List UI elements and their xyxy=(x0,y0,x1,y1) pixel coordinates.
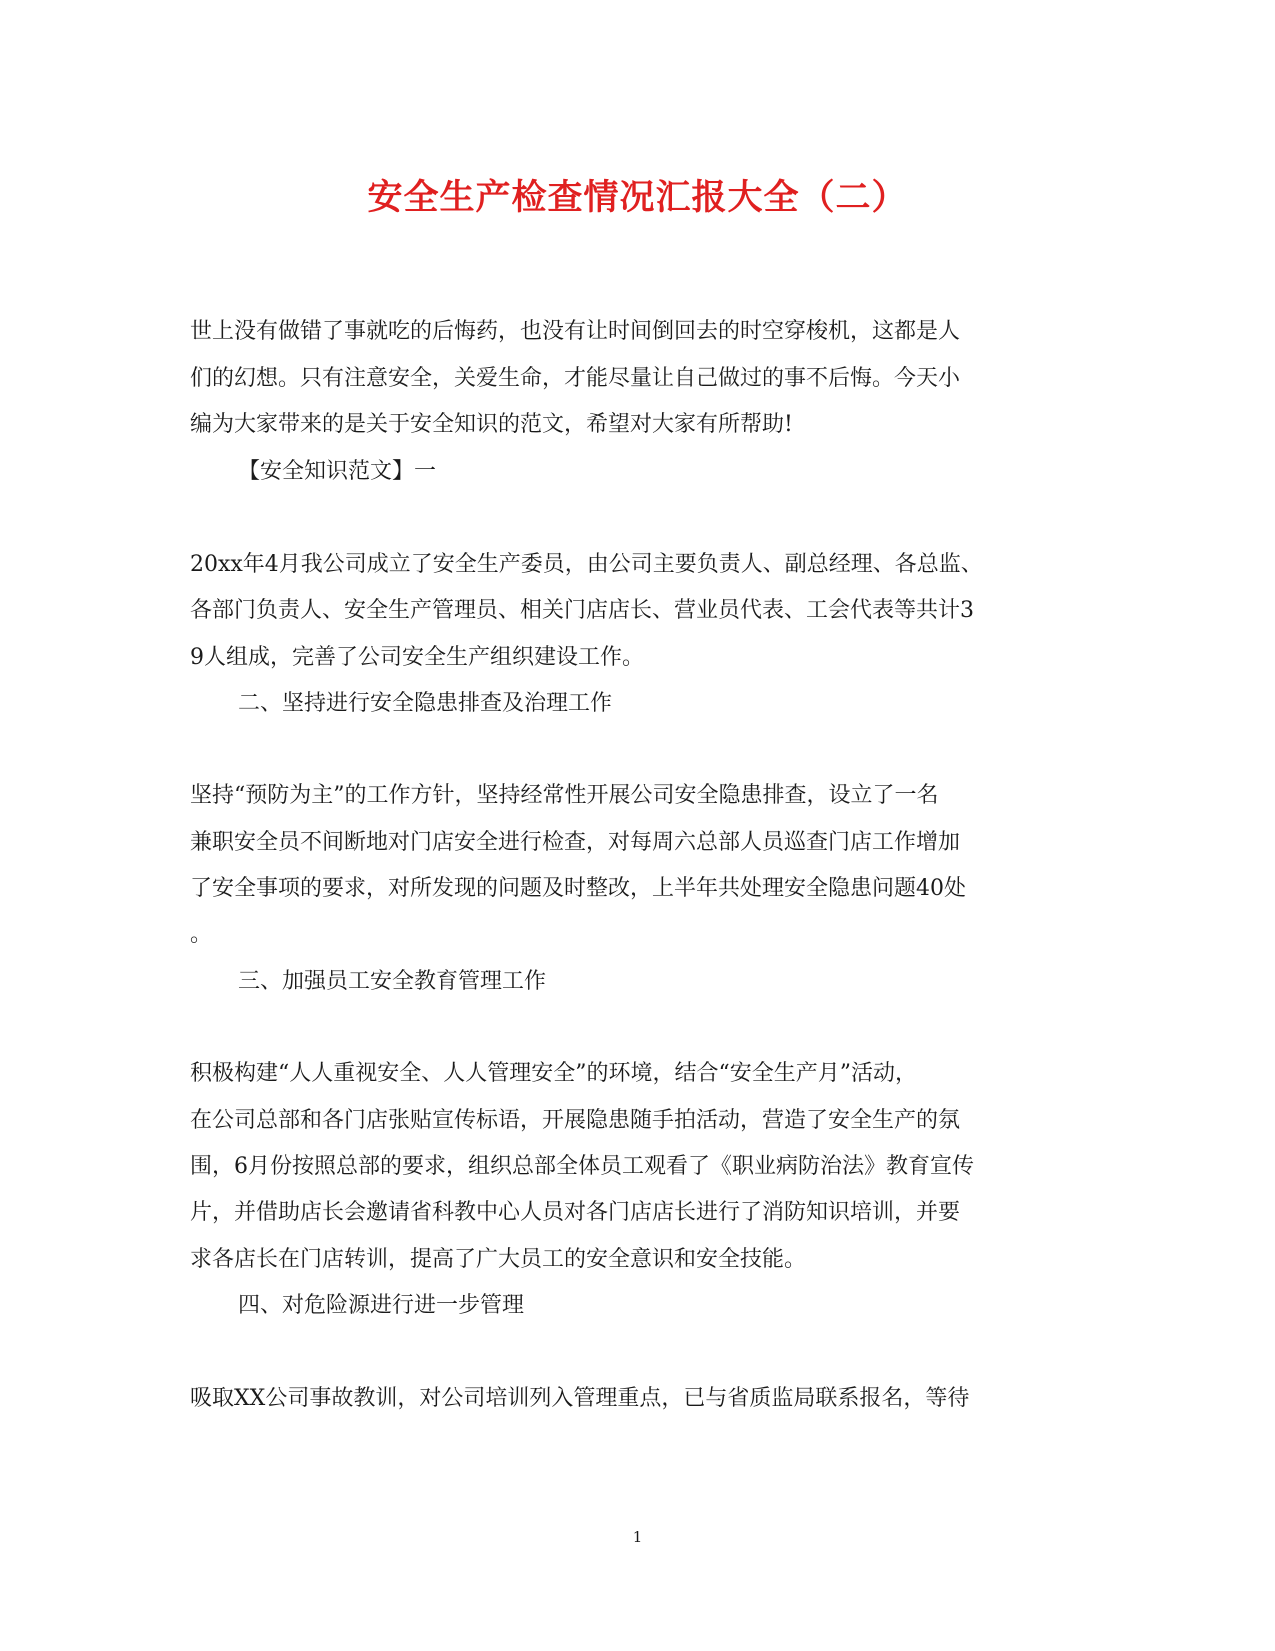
para2-line-4: 。 xyxy=(190,922,213,947)
para4-line-1: 吸取XX公司事故教训，对公司培训列入管理重点，已与省质监局联系报名，等待 xyxy=(190,1386,970,1411)
para3-line-4: 片，并借助店长会邀请省科教中心人员对各门店店长进行了消防知识培训，并要 xyxy=(190,1200,961,1225)
para2-line-3: 了安全事项的要求，对所发现的问题及时整改，上半年共处理安全隐患问题40处 xyxy=(190,876,966,901)
heading-4: 四、对危险源进行进一步管理 xyxy=(238,1293,525,1318)
para3-line-3: 围，6月份按照总部的要求，组织总部全体员工观看了《职业病防治法》教育宣传 xyxy=(190,1154,974,1179)
para3-line-5: 求各店长在门店转训，提高了广大员工的安全意识和安全技能。 xyxy=(190,1247,807,1272)
heading-3: 三、加强员工安全教育管理工作 xyxy=(238,969,547,994)
para3-line-2: 在公司总部和各门店张贴宣传标语，开展隐患随手拍活动，营造了安全生产的氛 xyxy=(190,1108,961,1133)
heading-2: 二、坚持进行安全隐患排查及治理工作 xyxy=(238,691,613,716)
intro-line-3: 编为大家带来的是关于安全知识的范文，希望对大家有所帮助! xyxy=(190,412,793,437)
section-label: 【安全知识范文】一 xyxy=(238,459,437,484)
page-number: 1 xyxy=(632,1528,643,1546)
document-title: 安全生产检查情况汇报大全（二） xyxy=(367,177,908,218)
para1-line-2: 各部门负责人、安全生产管理员、相关门店店长、营业员代表、工会代表等共计3 xyxy=(190,598,974,623)
para3-line-1: 积极构建“人人重视安全、人人管理安全”的环境，结合“安全生产月”活动， xyxy=(190,1061,917,1086)
intro-line-2: 们的幻想。只有注意安全，关爱生命，才能尽量让自己做过的事不后悔。今天小 xyxy=(190,366,961,391)
para2-line-2: 兼职安全员不间断地对门店安全进行检查，对每周六总部人员巡查门店工作增加 xyxy=(190,830,961,855)
intro-line-1: 世上没有做错了事就吃的后悔药，也没有让时间倒回去的时空穿梭机，这都是人 xyxy=(190,319,961,344)
para2-line-1: 坚持“预防为主”的工作方针，坚持经常性开展公司安全隐患排查，设立了一名 xyxy=(190,783,939,808)
para1-line-3: 9人组成，完善了公司安全生产组织建设工作。 xyxy=(190,645,644,670)
para1-line-1: 20xx年4月我公司成立了安全生产委员，由公司主要负责人、副总经理、各总监、 xyxy=(190,552,983,577)
